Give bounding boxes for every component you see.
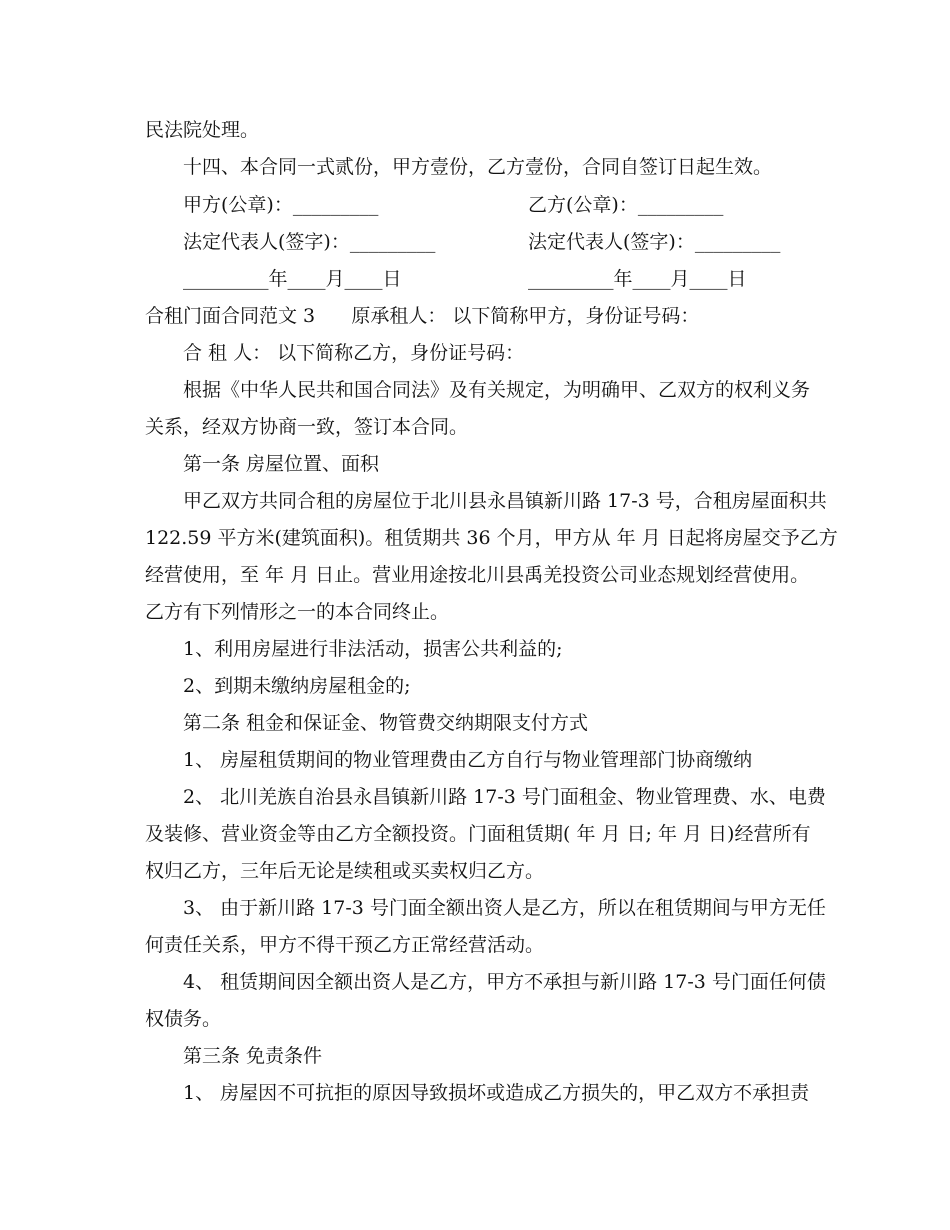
paragraph-line: 何责任关系，甲方不得干预乙方正常经营活动。 [145,934,545,956]
article-heading: 第三条 免责条件 [183,1045,323,1067]
list-item: 1、 房屋因不可抗拒的原因导致损坏或造成乙方损失的，甲乙双方不承担责 [183,1082,810,1104]
party-a-date: _________年____月____日 [183,268,402,290]
list-item: 3、 由于新川路 17-3 号门面全额出资人是乙方，所以在租赁期间与甲方无任 [183,897,826,919]
paragraph-line: 权归乙方，三年后无论是续租或买卖权归乙方。 [145,860,545,882]
list-item: 2、到期未缴纳房屋租金的; [183,675,411,697]
paragraph-line: 关系，经双方协商一致，签订本合同。 [145,416,469,438]
paragraph-line: 权债务。 [145,1008,222,1030]
list-item: 2、 北川羌族自治县永昌镇新川路 17-3 号门面租金、物业管理费、水、电费 [183,786,826,808]
paragraph-line: 甲乙双方共同合租的房屋位于北川县永昌镇新川路 17-3 号，合租房屋面积共 [183,490,827,512]
article-heading: 第二条 租金和保证金、物管费交纳期限支付方式 [183,712,589,734]
paragraph-line: 合 租 人： 以下简称乙方，身份证号码： [183,342,525,364]
party-b-date: _________年____月____日 [528,268,747,290]
paragraph-line: 十四、本合同一式贰份，甲方壹份，乙方壹份，合同自签订日起生效。 [183,156,773,178]
party-b-seal: 乙方(公章)：_________ [528,194,724,216]
paragraph-line: 民法院处理。 [145,119,260,141]
paragraph-line: 根据《中华人民共和国合同法》及有关规定，为明确甲、乙双方的权利义务 [183,379,811,401]
paragraph-line: 经营使用，至 年 月 日止。营业用途按北川县禹羌投资公司业态规划经营使用。 [145,564,810,586]
article-heading: 第一条 房屋位置、面积 [183,453,380,475]
party-a-seal: 甲方(公章)：_________ [183,194,379,216]
paragraph-line: 乙方有下列情形之一的本合同终止。 [145,601,450,623]
party-b-representative: 法定代表人(签字)：_________ [528,231,781,253]
section-heading: 合租门面合同范文 3 原承租人： 以下简称甲方，身份证号码： [145,305,700,327]
list-item: 1、利用房屋进行非法活动，损害公共利益的; [183,638,563,660]
paragraph-line: 122.59 平方米(建筑面积)。租赁期共 36 个月，甲方从 年 月 日起将房屋交予乙方 [145,527,838,549]
list-item: 1、 房屋租赁期间的物业管理费由乙方自行与物业管理部门协商缴纳 [183,749,753,771]
party-a-representative: 法定代表人(签字)：_________ [183,231,436,253]
list-item: 4、 租赁期间因全额出资人是乙方，甲方不承担与新川路 17-3 号门面任何债 [183,971,826,993]
paragraph-line: 及装修、营业资金等由乙方全额投资。门面租赁期( 年 月 日; 年 月 日)经营所有 [145,823,811,845]
